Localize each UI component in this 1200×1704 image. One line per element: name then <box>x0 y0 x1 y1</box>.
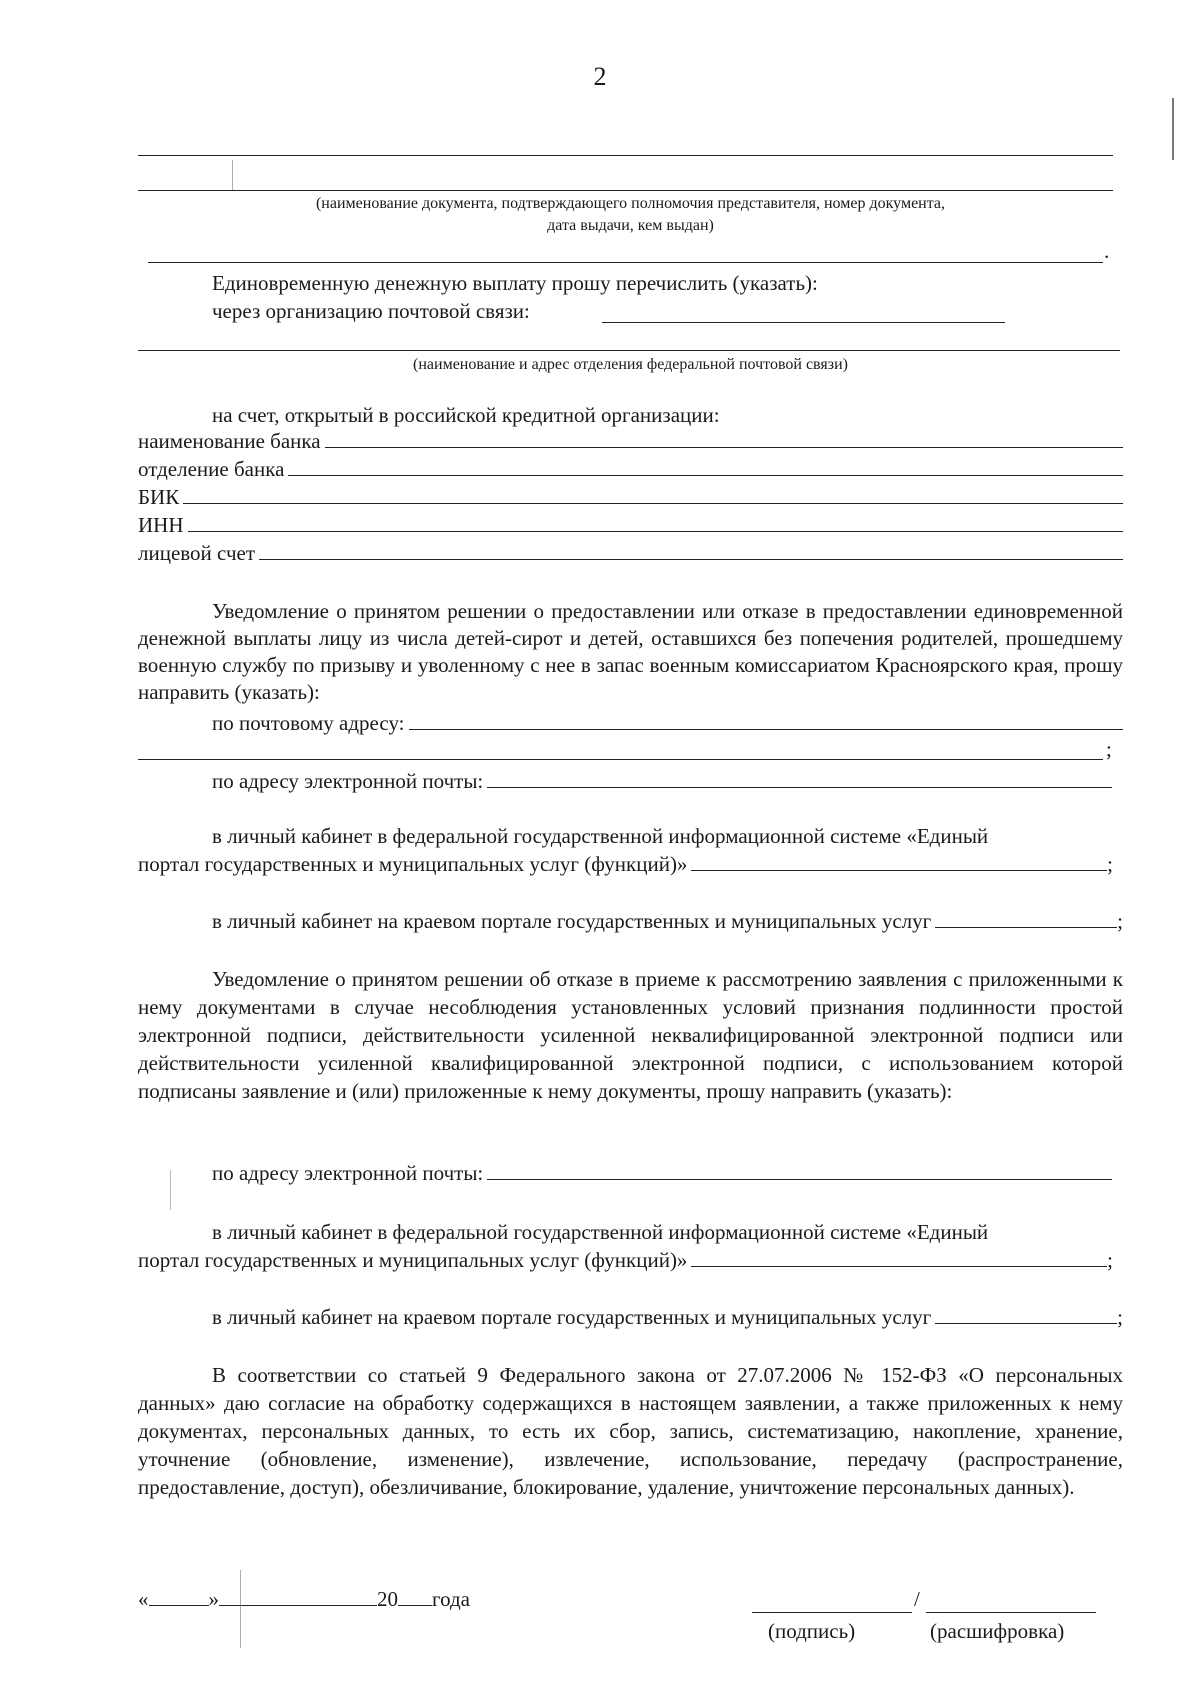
gosuslugi2-line1: в личный кабинет в федеральной государственной информационной системе «Единый <box>212 1220 989 1244</box>
regional1-input[interactable] <box>935 909 1117 928</box>
postal-address-input[interactable] <box>409 711 1123 730</box>
date-row <box>138 1586 470 1613</box>
post-caption: (наименование и адрес отделения федеральной почтовой связи) <box>413 356 848 373</box>
semicolon: ; <box>1106 737 1112 761</box>
end-mark: . <box>1104 239 1110 263</box>
signature-label: (подпись) <box>768 1619 856 1643</box>
year-input[interactable] <box>398 1587 432 1606</box>
regional1-row <box>212 908 1123 936</box>
postal-address-row <box>212 710 1123 738</box>
blank-line <box>138 155 1113 156</box>
regional2-row <box>212 1304 1123 1332</box>
semicolon: ; <box>1117 909 1123 933</box>
gosuslugi1-row <box>138 851 1113 879</box>
gosuslugi2-line2: портал государственных и муниципальных услуг (функций)» <box>138 1248 688 1272</box>
blank-line <box>148 262 1103 263</box>
regional2-input[interactable] <box>935 1305 1117 1324</box>
postal-address-line2[interactable] <box>138 759 1103 760</box>
email-label: по адресу электронной почты: <box>212 1161 484 1185</box>
bank-field-bik <box>138 484 1123 512</box>
bank-field-branch <box>138 456 1123 484</box>
bank-intro: на счет, открытый в российской кредитной организации: <box>212 403 720 427</box>
bank-field-label: ИНН <box>138 513 184 537</box>
notice1-paragraph: Уведомление о принятом решении о предоставлении или отказе в предоставлении единовременной денежной выплаты лицу из числа детей-сирот и детей, оставшихся без попечения родителей, прошедшему военную службу по призыву и уволенному с нее в запас военным комиссариатом Красноярского края, прошу направить (указать): <box>138 599 1123 704</box>
quote-open: « <box>138 1587 149 1611</box>
signature-line[interactable] <box>752 1612 912 1613</box>
email-input-2[interactable] <box>487 1161 1112 1180</box>
blank-line <box>138 190 1113 191</box>
postal-address-label: по почтовому адресу: <box>212 711 405 735</box>
day-input[interactable] <box>149 1587 209 1606</box>
bik-input[interactable] <box>183 485 1123 504</box>
consent-paragraph: В соответствии со статьей 9 Федерального закона от 27.07.2006 № 152-ФЗ «О персональных данных» даю согласие на обработку содержащихся в настоящем заявлении, а также приложенных к нему документах, персональных данных, то есть их сбор, запись, систематизацию, накопление, хранение, уточнение (обновление, изменение), извлечение, использование, передачу (распространение, предоставление, доступ), обезличивание, блокирование, удаление, уничтожение персональных данных). <box>138 1363 1123 1499</box>
gosuslugi1-line2: портал государственных и муниципальных услуг (функций)» <box>138 852 688 876</box>
payment-intro: Единовременную денежную выплату прошу перечислить (указать): <box>212 271 818 295</box>
century: 20 <box>377 1587 398 1611</box>
decoding-line[interactable] <box>926 1612 1096 1613</box>
scan-mark <box>240 1570 241 1648</box>
gosuslugi2-row <box>138 1247 1113 1275</box>
signature-slash: / <box>914 1587 920 1611</box>
representative-caption-line1: (наименование документа, подтверждающего полномочия представителя, номер документа, <box>315 195 946 212</box>
gosuslugi1-input[interactable] <box>691 852 1107 871</box>
quote-close: » <box>208 1587 219 1611</box>
bank-field-label: лицевой счет <box>138 541 255 565</box>
bank-branch-input[interactable] <box>288 457 1123 476</box>
scan-mark <box>170 1170 171 1210</box>
bank-field-name <box>138 428 1123 456</box>
year-word: года <box>432 1587 470 1611</box>
email-input-1[interactable] <box>487 769 1112 788</box>
month-input[interactable] <box>219 1587 377 1606</box>
bank-field-label: наименование банка <box>138 429 321 453</box>
semicolon: ; <box>1107 1248 1113 1272</box>
email-row-2 <box>212 1160 1112 1188</box>
bank-field-label: отделение банка <box>138 457 285 481</box>
inn-input[interactable] <box>188 513 1124 532</box>
notice2-paragraph: Уведомление о принятом решении об отказе в приеме к рассмотрению заявления с приложенными к нему документами в случае несоблюдения установленных условий признания подлинности простой электронной подписи, действительности усиленной неквалифицированной электронной подписи или действительности усиленной квалифицированной электронной подписи, с использованием которой подписаны заявление и (или) приложенные к нему документы, прошу направить (указать): <box>138 967 1123 1103</box>
representative-caption-line2: дата выдачи, кем выдан) <box>547 217 714 234</box>
bank-name-input[interactable] <box>325 429 1123 448</box>
post-blank[interactable] <box>602 322 1005 323</box>
email-row-1 <box>212 768 1112 796</box>
gosuslugi2-input[interactable] <box>691 1248 1107 1267</box>
scan-mark <box>1172 98 1174 160</box>
post-label: через организацию почтовой связи: <box>212 299 530 323</box>
bank-field-label: БИК <box>138 485 180 509</box>
semicolon: ; <box>1107 852 1113 876</box>
email-label: по адресу электронной почты: <box>212 769 484 793</box>
account-input[interactable] <box>259 541 1123 560</box>
gosuslugi1-line1: в личный кабинет в федеральной государственной информационной системе «Единый <box>212 824 989 848</box>
page-number: 2 <box>593 62 607 91</box>
regional2-label: в личный кабинет на краевом портале государственных и муниципальных услуг <box>212 1305 932 1329</box>
post-address-line[interactable] <box>138 350 1120 351</box>
bank-field-account <box>138 540 1123 568</box>
bank-field-inn <box>138 512 1123 540</box>
scan-mark <box>232 160 233 190</box>
regional1-label: в личный кабинет на краевом портале государственных и муниципальных услуг <box>212 909 932 933</box>
decoding-label: (расшифровка) <box>930 1619 1065 1643</box>
semicolon: ; <box>1117 1305 1123 1329</box>
